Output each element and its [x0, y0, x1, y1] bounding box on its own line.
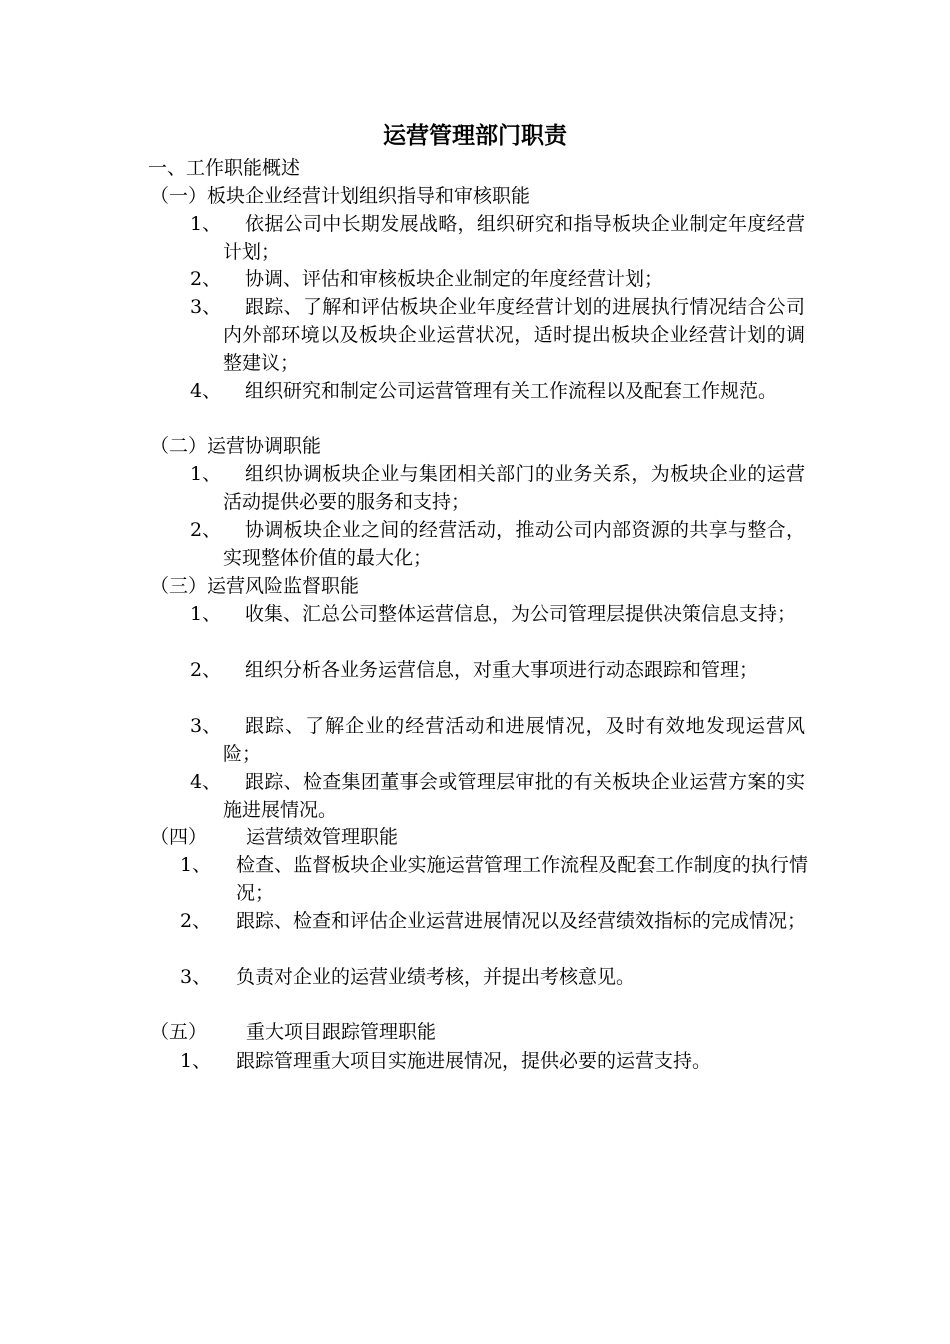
subsection-heading-5 [150, 1019, 436, 1045]
subsection-title: 运营风险监督职能 [207, 575, 360, 597]
item-text: 跟踪管理重大项目实施进展情况，提供必要的运营支持。 [236, 1050, 712, 1072]
item-text: 跟踪、了解企业的经营活动和进展情况，及时有效地发现运营风险； [223, 715, 805, 765]
item-number: 2、 [190, 268, 222, 290]
subsection-number: （五） [150, 1021, 208, 1043]
item-number: 4、 [190, 771, 222, 793]
item-text: 检查、监督板块企业实施运营管理工作流程及配套工作制度的执行情况； [236, 854, 808, 904]
item-number: 3、 [190, 715, 222, 737]
item-text: 组织协调板块企业与集团相关部门的业务关系，为板块企业的运营活动提供必要的服务和支持； [223, 463, 805, 513]
item-text: 收集、汇总公司整体运营信息，为公司管理层提供决策信息支持； [245, 603, 797, 625]
subsection-number: （一） [150, 185, 208, 207]
item-text: 跟踪、检查集团董事会或管理层审批的有关板块企业运营方案的实施进展情况。 [223, 771, 805, 821]
subsection-heading-2 [150, 433, 321, 459]
item-text: 依据公司中长期发展战略，组织研究和指导板块企业制定年度经营计划； [223, 213, 805, 263]
item-number: 2、 [190, 659, 222, 681]
item-number: 1、 [180, 854, 212, 876]
item-number: 1、 [190, 603, 222, 625]
item-text: 负责对企业的运营业绩考核，并提出考核意见。 [236, 966, 636, 988]
item-text: 跟踪、了解和评估板块企业年度经营计划的进展执行情况结合公司内外部环境以及板块企业运营状况，适时提出板块企业经营计划的调整建议； [223, 296, 805, 374]
item-number: 4、 [190, 380, 222, 402]
subsection-heading-4 [150, 824, 398, 850]
item-number: 1、 [190, 463, 222, 485]
subsection-title: 运营绩效管理职能 [246, 826, 399, 848]
item-number: 2、 [180, 910, 212, 932]
item-text: 跟踪、检查和评估企业运营进展情况以及经营绩效指标的完成情况； [236, 910, 807, 932]
item-number: 1、 [180, 1050, 212, 1072]
item-number: 2、 [190, 519, 222, 541]
subsection-title: 板块企业经营计划组织指导和审核职能 [207, 185, 531, 207]
item-number: 3、 [190, 296, 222, 318]
document-title: 运营管理部门职责 [383, 123, 567, 149]
item-text: 组织分析各业务运营信息，对重大事项进行动态跟踪和管理； [245, 659, 759, 681]
subsection-number: （四） [150, 826, 208, 848]
subsection-number: （二） [150, 435, 208, 457]
subsection-title: 重大项目跟踪管理职能 [246, 1021, 437, 1043]
subsection-title: 运营协调职能 [207, 435, 322, 457]
item-text: 协调、评估和审核板块企业制定的年度经营计划； [245, 268, 664, 290]
subsection-heading-3 [150, 573, 359, 599]
section-heading-overview: 一、工作职能概述 [148, 157, 301, 179]
item-number: 3、 [180, 966, 212, 988]
subsection-number: （三） [150, 575, 208, 597]
item-number: 1、 [190, 213, 222, 235]
item-text: 组织研究和制定公司运营管理有关工作流程以及配套工作规范。 [245, 380, 778, 402]
subsection-heading-1 [150, 183, 530, 209]
item-text: 协调板块企业之间的经营活动，推动公司内部资源的共享与整合，实现整体价值的最大化； [223, 519, 805, 569]
